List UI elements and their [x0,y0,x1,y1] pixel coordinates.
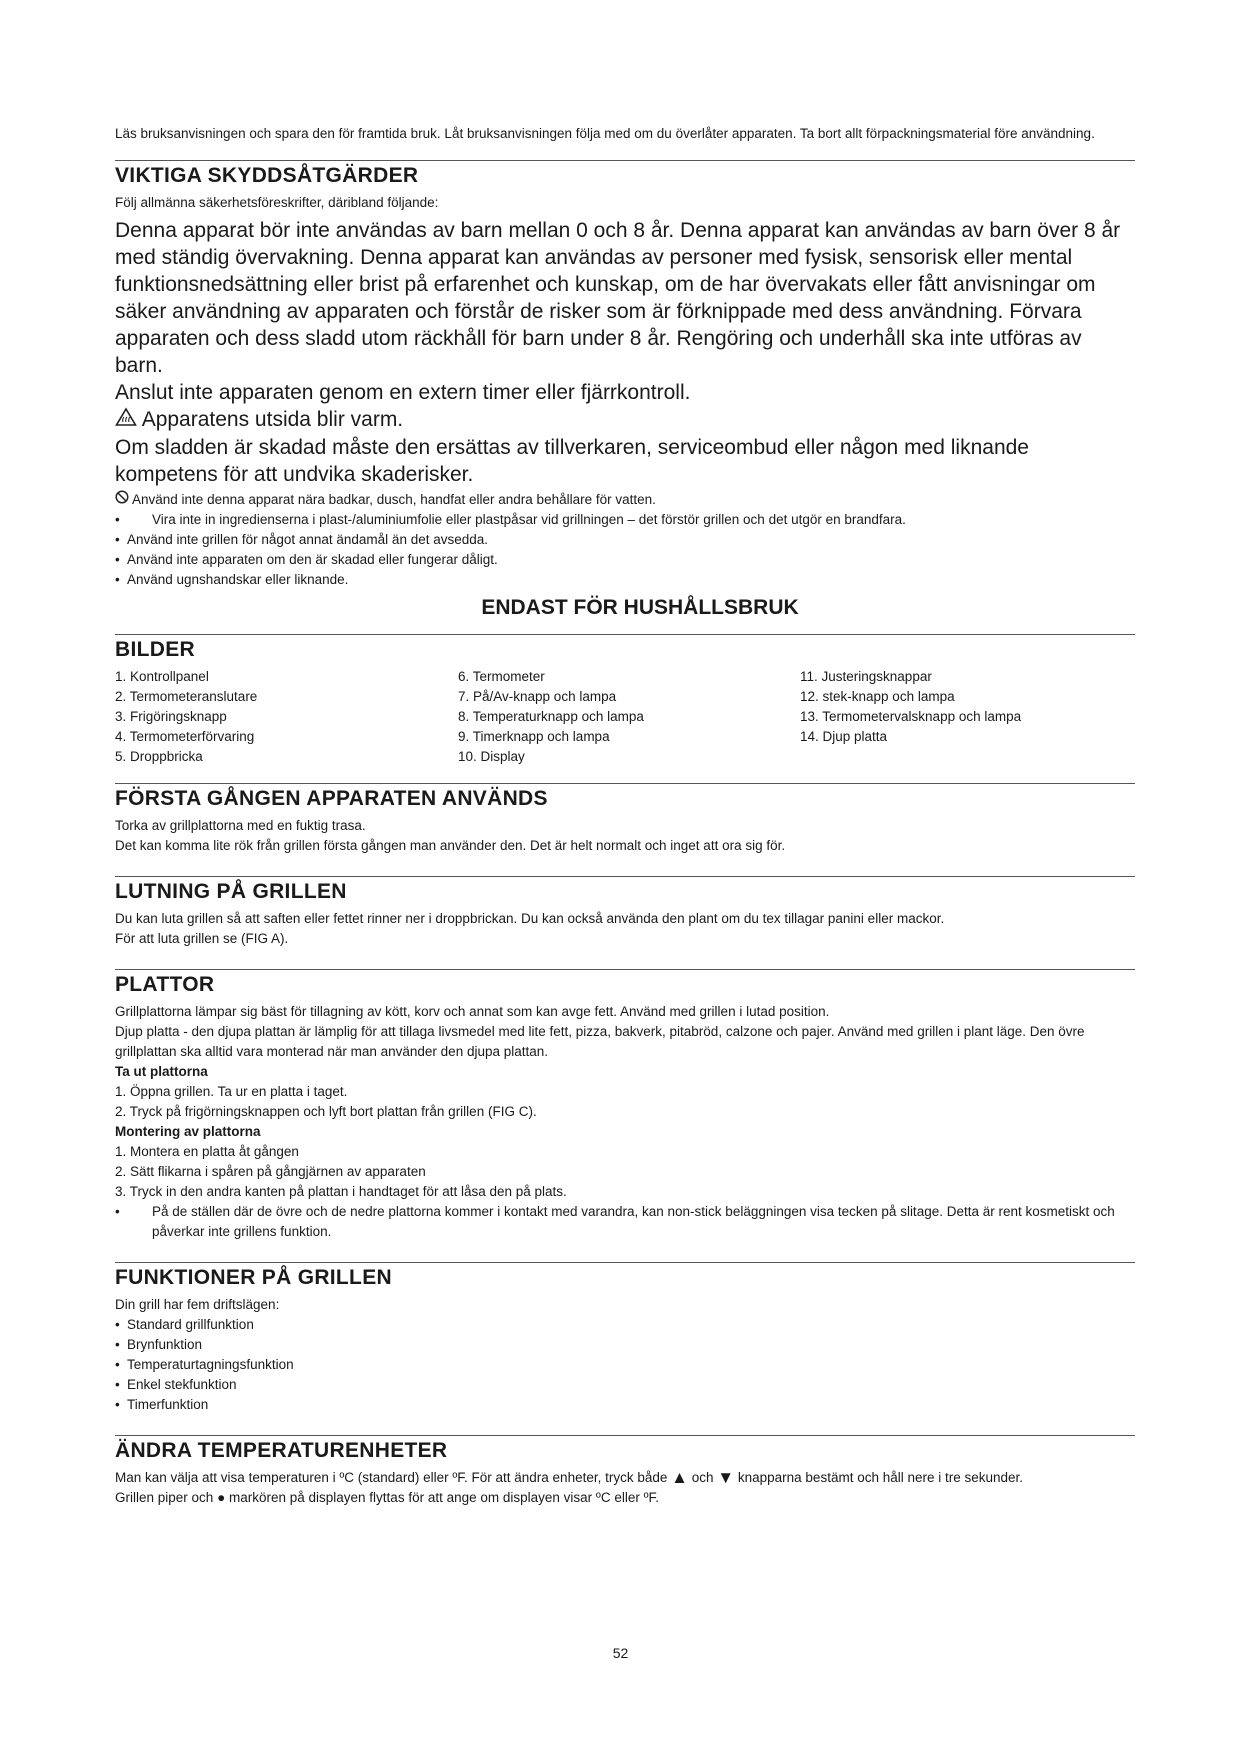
forsta-heading: FÖRSTA GÅNGEN APPARATEN ANVÄNDS [115,787,548,811]
safety-heading: VIKTIGA SKYDDSÅTGÄRDER [115,164,419,187]
no-water-text: Använd inte denna apparat nära badkar, dusch, handfat eller andra behållare för vatten. [132,491,656,507]
list-item: 2. Termometeranslutare [115,689,258,705]
list-item: • Vira inte in ingredienserna i plast-/aluminiumfolie eller plastpåsar vid grillningen – det förstör grillen och det utgör en brandfara. [115,510,1135,530]
list-item: 7. På/Av-knapp och lampa [458,689,617,705]
section-divider [115,876,1135,877]
body-text: Man kan välja att visa temperaturen i ºC (standard) eller ºF. För att ändra enheter, tryck både ▲ och ▼ knapparna bestämt och håll nere i tre sekunder. [115,1468,1024,1488]
list-item: • Enkel stekfunktion [115,1375,1135,1395]
bullet-icon: • [115,1204,120,1220]
list-item: 12. stek-knapp och lampa [800,689,955,705]
household-only-heading: ENDAST FÖR HUSHÅLLSBRUK [481,596,799,620]
prohibited-icon [115,490,129,510]
list-item: • På de ställen där de övre och de nedre plattorna kommer i kontakt med varandra, kan non-stick beläggningen visa tecken på slitage. Detta är rent kosmetiskt och påverkar inte grillens funktion. [115,1202,1135,1242]
list-item: • Timerfunktion [115,1395,1135,1415]
funktioner-heading: FUNKTIONER PÅ GRILLEN [115,1266,392,1290]
bullet-icon: • [115,1337,120,1353]
section-divider [115,1435,1135,1436]
list-item: 1. Montera en platta åt gången [115,1144,299,1160]
bullet-icon: • [115,552,120,568]
list-item: • Brynfunktion [115,1335,1135,1355]
hot-surface-icon [115,407,137,434]
bullet-icon: • [115,1377,120,1393]
list-item: 10. Display [458,749,525,765]
cord-warning: Om sladden är skadad måste den ersättas av tillverkaren, serviceombud eller någon med liknande kompetens för att undvika skaderisker. [115,435,1029,486]
body-text: Torka av grillplattorna med en fuktig trasa. [115,818,366,834]
list-item: • Använd inte apparaten om den är skadad eller fungerar dåligt. [115,550,1135,570]
section-divider [115,1262,1135,1263]
list-item: 13. Termometervalsknapp och lampa [800,709,1022,725]
list-item: 1. Kontrollpanel [115,669,209,685]
bullet-icon: • [115,1317,120,1333]
section-divider [115,160,1135,161]
list-item: • Standard grillfunktion [115,1315,1135,1335]
list-item: 9. Timerknapp och lampa [458,729,610,745]
up-arrow-icon: ▲ [671,1468,688,1488]
plattor-heading: PLATTOR [115,973,215,997]
list-item: • Använd inte grillen för något annat ändamål än det avsedda. [115,530,1135,550]
no-water-warning [115,490,1135,510]
safety-lead: Följ allmänna säkerhetsföreskrifter, däribland följande: [115,195,439,210]
body-text: Grillen piper och ● markören på displayen flyttas för att ange om displayen visar ºC eller ºF. [115,1490,660,1506]
section-divider [115,969,1135,970]
bullet-icon: • [115,1397,120,1413]
list-item: 2. Tryck på frigörningsknappen och lyft bort plattan från grillen (FIG C). [115,1104,537,1120]
list-item: 14. Djup platta [800,729,888,745]
parts-column-2 [458,667,800,767]
section-divider [115,634,1135,635]
intro-text: Läs bruksanvisningen och spara den för framtida bruk. Låt bruksanvisningen följa med om du överlåter apparaten. Ta bort allt förpackningsmaterial före användning. [115,126,1095,141]
list-item: 4. Termometerförvaring [115,729,255,745]
hot-surface-text: Apparatens utsida blir varm. [141,408,404,431]
hot-surface-warning [115,406,1135,434]
down-arrow-icon: ▼ [717,1468,735,1488]
list-item: 11. Justeringsknappar [800,669,932,685]
section-divider [115,783,1135,784]
body-text: Djup platta - den djupa plattan är lämplig för att tillaga livsmedel med lite fett, pizza, bakverk, pitabröd, calzone och pajer. Använd med grillen i plant läge. Den övre grillplattan ska alltid vara monterad när man använder den djupa plattan. [115,1024,1085,1060]
lutning-heading: LUTNING PÅ GRILLEN [115,880,347,904]
list-item: 1. Öppna grillen. Ta ur en platta i taget. [115,1084,348,1100]
body-text: Grillplattorna lämpar sig bäst för tillagning av kött, korv och annat som kan avge fett. Använd med grillen i lutad position. [115,1004,830,1020]
dot-marker-icon: ● [217,1490,226,1506]
body-text: Du kan luta grillen så att saften eller fettet rinner ner i droppbrickan. Du kan också använda den plant om du tex tillagar panini eller mackor. [115,911,945,927]
safety-children-paragraph: Denna apparat bör inte användas av barn mellan 0 och 8 år. Denna apparat kan användas av barn över 8 år med ständig övervakning. Denna apparat kan användas av personer med fysisk, sensorisk eller mental funktionsnedsättning eller brist på erfarenhet och kunskap, om de har övervakats eller fått anvisningar om säker användning av apparaten och förstår de risker som är förknippade med dess användning. Förvara apparaten och dess sladd utom räckhåll för barn under 8 år. Rengöring och underhåll ska inte utföras av barn. [115,219,1121,377]
manual-page [115,124,1135,1508]
body-text: Det kan komma lite rök från grillen första gången man använder den. Det är helt normalt och inget att ora sig för. [115,838,786,854]
list-item: • Temperaturtagningsfunktion [115,1355,1135,1375]
body-text: För att luta grillen se (FIG A). [115,931,289,947]
bullet-icon: • [115,1357,120,1373]
bilder-heading: BILDER [115,638,195,662]
list-item: 8. Temperaturknapp och lampa [458,709,644,725]
parts-column-3 [800,667,1130,767]
list-item: 3. Frigöringsknapp [115,709,227,725]
parts-column-1 [115,667,458,767]
bullet-icon: • [115,512,120,528]
andra-heading: ÄNDRA TEMPERATURENHETER [115,1439,448,1463]
body-text: Din grill har fem driftslägen: [115,1297,280,1313]
list-item: 3. Tryck in den andra kanten på plattan i handtaget för att låsa den på plats. [115,1184,567,1200]
bullet-icon: • [115,572,120,588]
list-item: 2. Sätt flikarna i spåren på gångjärnen av apparaten [115,1164,426,1180]
list-item: • Använd ugnshandskar eller liknande. [115,570,1135,590]
page-number: 52 [612,1645,629,1661]
list-item: 6. Termometer [458,669,545,685]
bullet-icon: • [115,532,120,548]
list-item: 5. Droppbricka [115,749,203,765]
subheading: Montering av plattorna [115,1124,261,1140]
safety-timer-warning: Anslut inte apparaten genom en extern timer eller fjärrkontroll. [115,381,691,404]
subheading: Ta ut plattorna [115,1064,208,1080]
parts-list [115,667,1135,767]
